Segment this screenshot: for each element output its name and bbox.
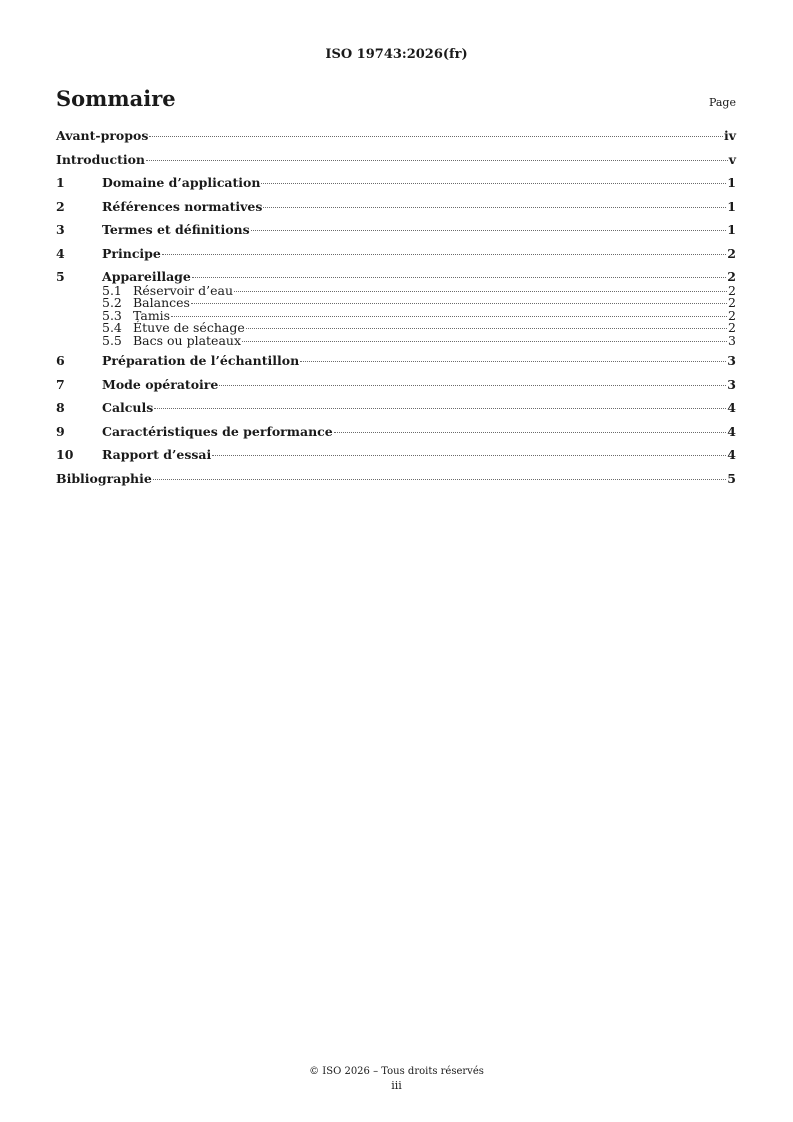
toc-entry-number: 8: [56, 400, 65, 415]
toc-entry-title: Principe: [102, 245, 161, 261]
toc-subentry-page: 2: [728, 307, 736, 323]
toc-subentry-title: Balances: [133, 295, 190, 310]
toc-entry-number: 5: [56, 269, 65, 284]
toc-entry-7[interactable]: [56, 377, 736, 393]
toc-subentry-5-5[interactable]: [56, 332, 736, 348]
toc-entry-page: 4: [727, 423, 736, 439]
toc-entry-avant-propos[interactable]: [56, 128, 736, 144]
toc-subentry-number: 5.4: [102, 320, 122, 335]
toc-entry-number: 9: [56, 423, 65, 439]
toc-subentry-title: Réservoir d’eau: [133, 282, 234, 298]
toc-entry-number: 4: [56, 245, 65, 261]
toc-entry-4[interactable]: [56, 246, 736, 262]
document-id-header: ISO 19743:2026(fr): [325, 47, 468, 62]
toc-entry-title: Préparation de l’échantillon: [102, 353, 300, 368]
toc-subentry-number: 5.3: [102, 307, 122, 323]
toc-entry-6[interactable]: [56, 353, 736, 369]
toc-entry-title: Avant-propos: [56, 128, 149, 143]
toc-entry-page: 1: [727, 175, 736, 190]
toc-entry-8[interactable]: [56, 400, 736, 416]
dot-leader: [153, 479, 726, 480]
toc-subentry-title: Bacs ou plateaux: [133, 332, 242, 348]
toc-subentry-page: 2: [728, 295, 736, 310]
toc-entry-number: 6: [56, 353, 65, 368]
toc-subentry-title: Tamis: [133, 307, 171, 323]
toc-entry-9[interactable]: [56, 424, 736, 440]
toc-subentry-number: 5.1: [102, 282, 122, 298]
toc-entry-title: Rapport d’essai: [102, 447, 212, 462]
toc-entry-10[interactable]: [56, 447, 736, 463]
dot-leader: [242, 341, 727, 342]
dot-leader: [334, 432, 727, 433]
toc-entry-page: v: [728, 151, 736, 167]
dot-leader: [146, 160, 728, 161]
toc-entry-title: Calculs: [102, 400, 154, 415]
toc-entry-bibliographie[interactable]: [56, 471, 736, 487]
toc-entry-2[interactable]: [56, 199, 736, 215]
toc-entry-number: 7: [56, 376, 65, 392]
toc-entry-number: 10: [56, 447, 74, 462]
toc-subsection-group: [56, 282, 736, 348]
toc-entry-title: Bibliographie: [56, 470, 152, 486]
toc-entry-title: Appareillage: [102, 269, 191, 284]
toc-subentry-page: 3: [728, 332, 736, 348]
dot-leader: [251, 230, 727, 231]
toc-entry-page: 1: [727, 222, 736, 237]
toc-entry-page: 3: [727, 376, 736, 392]
page-footer: [0, 1065, 793, 1093]
toc-entry-page: 2: [727, 269, 736, 284]
dot-leader: [261, 183, 726, 184]
dot-leader: [149, 136, 723, 137]
toc-subentry-page: 2: [728, 282, 736, 298]
dot-leader: [219, 385, 726, 386]
toc-entry-title: Domaine d’application: [102, 175, 261, 190]
toc-entry-number: 2: [56, 198, 65, 214]
dot-leader: [171, 316, 727, 317]
table-of-contents: [56, 128, 736, 494]
toc-entry-introduction[interactable]: [56, 152, 736, 168]
toc-entry-page: 5: [727, 470, 736, 486]
toc-entry-3[interactable]: [56, 222, 736, 238]
dot-leader: [300, 361, 726, 362]
dot-leader: [191, 303, 727, 304]
dot-leader: [192, 277, 726, 278]
toc-entry-page: 4: [727, 400, 736, 415]
toc-title-row: [56, 86, 736, 111]
toc-entry-title: Introduction: [56, 151, 146, 167]
toc-entry-title: Termes et définitions: [102, 222, 250, 237]
toc-subentry-page: 2: [728, 320, 736, 335]
toc-entry-page: 1: [727, 198, 736, 214]
dot-leader: [246, 328, 727, 329]
toc-entry-page: iv: [723, 128, 736, 143]
toc-entry-page: 2: [727, 245, 736, 261]
toc-entry-title: Références normatives: [102, 198, 263, 214]
toc-subentry-number: 5.2: [102, 295, 122, 310]
toc-title: Sommaire: [56, 86, 176, 111]
dot-leader: [234, 291, 727, 292]
toc-entry-page: 3: [727, 353, 736, 368]
dot-leader: [162, 254, 726, 255]
toc-entry-page: 4: [727, 447, 736, 462]
dot-leader: [263, 207, 726, 208]
page-column-label: Page: [708, 96, 736, 109]
dot-leader: [212, 455, 726, 456]
copyright-notice: © ISO 2026 – Tous droits réservés: [309, 1066, 484, 1077]
page-number: iii: [391, 1079, 402, 1092]
toc-entry-title: Mode opératoire: [102, 376, 219, 392]
dot-leader: [154, 408, 726, 409]
toc-entry-number: 1: [56, 175, 65, 190]
toc-subentry-number: 5.5: [102, 332, 122, 348]
toc-entry-number: 3: [56, 222, 65, 237]
toc-entry-title: Caractéristiques de performance: [102, 423, 333, 439]
toc-subentry-title: Étuve de séchage: [133, 320, 245, 335]
toc-entry-1[interactable]: [56, 175, 736, 191]
